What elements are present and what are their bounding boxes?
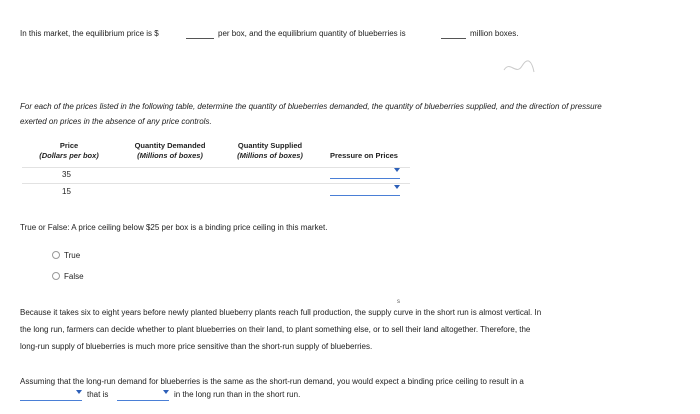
header-demanded-unit: (Millions of boxes) <box>137 151 203 160</box>
header-pressure <box>318 151 410 161</box>
radio-true[interactable] <box>52 251 60 259</box>
table-row-price-35: 35 <box>62 170 71 179</box>
option-false-label: False <box>64 272 84 281</box>
chevron-down-icon <box>394 168 400 172</box>
paragraph-line-1: Because it takes six to eight years before newly planted blueberry plants reach full production, the supply curve in the short run is almost vertical. In <box>20 308 542 317</box>
question-1-part3: million boxes. <box>470 29 519 38</box>
question-2-text: True or False: A price ceiling below $25 per box is a binding price ceiling in this market. <box>20 223 328 232</box>
header-quantity-supplied <box>224 141 316 161</box>
header-supplied-title: Quantity Supplied <box>237 141 303 150</box>
question-1-part2: per box, and the equilibrium quantity of blueberries is <box>218 29 406 38</box>
chevron-down-icon <box>163 390 169 394</box>
paragraph-line-3: long-run supply of blueberries is much more price sensitive than the short-run supply of blueberries. <box>20 342 373 351</box>
table-row-price-15: 15 <box>62 187 71 196</box>
pressure-dropdown-35[interactable] <box>330 167 400 179</box>
scratch-mark <box>502 58 536 78</box>
header-price-title: Price <box>59 141 79 150</box>
equilibrium-price-input[interactable] <box>186 29 214 39</box>
header-supplied-unit: (Millions of boxes) <box>237 151 303 160</box>
question-3-line-1: Assuming that the long-run demand for blueberries is the same as the short-run demand, you would expect a binding price ceiling to result in a <box>20 377 524 386</box>
question-1-part1: In this market, the equilibrium price is $ <box>20 29 159 38</box>
question-3-mid: that is <box>87 390 109 399</box>
header-demanded-title: Quantity Demanded <box>134 141 206 150</box>
stray-mark: s <box>397 299 400 305</box>
header-price <box>22 141 116 161</box>
paragraph-line-2: the long run, farmers can decide whether to plant blueberries on their land, to plant something else, or to sell their land altogether. Therefore, the <box>20 325 531 334</box>
table-instructions: For each of the prices listed in the following table, determine the quantity of blueberries demanded, the quantity of blueberries supplied, and the direction of pressure exerted on prices in the absence of any price controls. <box>20 102 602 126</box>
size-comparison-dropdown[interactable] <box>117 389 169 401</box>
radio-false[interactable] <box>52 272 60 280</box>
header-pressure-title: Pressure on Prices <box>330 151 398 160</box>
question-3-end: in the long run than in the short run. <box>174 390 301 399</box>
chevron-down-icon <box>76 390 82 394</box>
header-quantity-demanded <box>118 141 222 161</box>
shortage-surplus-dropdown[interactable] <box>20 389 82 401</box>
option-true-label: True <box>64 251 81 260</box>
scribble-icon <box>502 58 536 78</box>
header-price-unit: (Dollars per box) <box>39 151 99 160</box>
chevron-down-icon <box>394 185 400 189</box>
pressure-dropdown-15[interactable] <box>330 184 400 196</box>
equilibrium-quantity-input[interactable] <box>441 29 466 39</box>
